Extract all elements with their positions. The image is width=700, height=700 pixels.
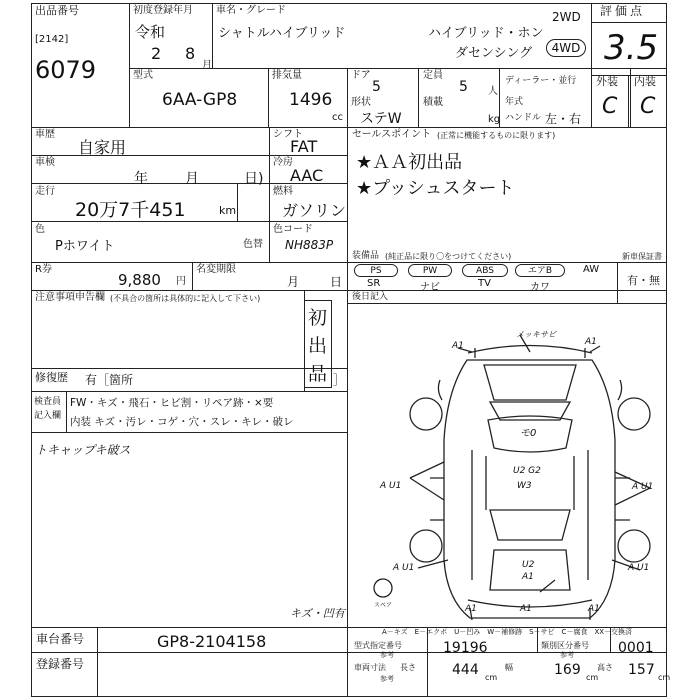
title-deadline-day: 日 xyxy=(330,275,343,289)
car-name: シャトルハイブリッド xyxy=(218,26,346,41)
aircon-value: AAC xyxy=(290,166,324,185)
equip-sr: SR xyxy=(367,278,381,289)
width-label: 幅 xyxy=(505,663,513,672)
repair-bracket: ］ xyxy=(333,373,346,387)
interior-score: C xyxy=(640,94,656,119)
sales-points-note: (正常に機能するものに限ります) xyxy=(437,131,556,140)
year-type-label: 年式 xyxy=(505,97,524,107)
fuel-value: ガソリン xyxy=(282,201,347,220)
history-value: 自家用 xyxy=(78,138,127,157)
mark-rear-1: U2 xyxy=(522,560,535,570)
equip-abs: ABS xyxy=(462,264,508,277)
color-change-label: 色替 xyxy=(243,239,263,250)
shift-label: シフト xyxy=(273,129,303,140)
capacity-value: 5 xyxy=(459,79,468,95)
title-deadline-month: 月 xyxy=(287,275,300,289)
capacity-label: 定員 xyxy=(423,70,443,81)
car-grade-2: ダセンシング xyxy=(455,46,533,61)
designation-ref: 参考 xyxy=(380,651,394,659)
inspection-day: 日) xyxy=(244,171,264,187)
mark-rear-2: A1 xyxy=(522,572,534,582)
mark-top-note: メッキサビ xyxy=(516,330,556,339)
displacement-value: 1496 xyxy=(289,90,333,110)
dimensions-label: 車両寸法 xyxy=(354,663,386,672)
first-listing-stamp xyxy=(304,300,332,388)
chassis-label: 車台番号 xyxy=(36,632,85,646)
history-label: 車歴 xyxy=(35,129,55,140)
stamp-char-2: 出 xyxy=(308,335,328,357)
color-label: 色 xyxy=(35,224,45,235)
mark-left-mid: A U1 xyxy=(380,481,402,491)
model-value: 6AA-GP8 xyxy=(162,90,238,110)
height-unit: cm xyxy=(658,673,671,682)
sheet-frame xyxy=(31,3,667,696)
mark-center-2: W3 xyxy=(517,481,532,491)
notes-label: 注意事項申告欄 xyxy=(35,292,105,303)
designation-label: 型式指定番号 xyxy=(354,641,402,650)
height-label: 高さ xyxy=(597,663,613,672)
registration-month: 8 xyxy=(185,44,196,63)
mark-right-mid: A U1 xyxy=(632,482,654,492)
steering-label: ハンドル xyxy=(505,113,542,123)
score-value: 3.5 xyxy=(604,28,659,68)
class-value: 0001 xyxy=(618,640,654,656)
mark-bottom-right-2: A1 xyxy=(588,604,600,614)
handwritten-note-left: トキャップキ破ス xyxy=(35,443,131,457)
equip-pw: PW xyxy=(408,264,452,277)
color-code: NH883P xyxy=(285,238,334,252)
exterior-score: C xyxy=(602,94,618,119)
recycle-unit: 円 xyxy=(176,276,186,287)
sales-point-2: ★プッシュスタート xyxy=(356,178,515,199)
mark-right-low: A U1 xyxy=(628,563,650,573)
mark-center-1: U2 G2 xyxy=(513,466,541,476)
mileage-value: 20万7千451 xyxy=(75,199,186,221)
registration-label: 初度登録年月 xyxy=(133,5,193,16)
notes-hint: (不具合の箇所は具体的に記入して下さい) xyxy=(110,294,261,303)
repair-value: 有［箇所 xyxy=(85,373,134,387)
lot-code: [2142] xyxy=(35,34,69,45)
exterior-label: 外装 xyxy=(596,75,618,88)
inspection-month: 月 xyxy=(185,171,199,187)
length-value: 444 xyxy=(452,662,479,678)
car-name-label: 車名・グレード xyxy=(216,5,286,16)
drive-4wd: 4WD xyxy=(546,39,586,57)
mark-left-low: A U1 xyxy=(393,563,415,573)
registration-year: 2 xyxy=(151,44,162,63)
mark-bottom-left: A1 xyxy=(465,604,477,614)
capacity-unit: 人 xyxy=(488,86,498,97)
equip-navi: ナビ xyxy=(420,282,440,293)
interior-label: 内装 xyxy=(634,75,656,88)
score-label: 評価点 xyxy=(600,4,646,18)
mark-roof: モ0 xyxy=(520,428,537,439)
shift-value: FAT xyxy=(290,137,318,156)
title-deadline-label: 名変期限 xyxy=(196,264,236,275)
dimensions-ref: 参考 xyxy=(380,675,394,683)
length-unit: cm xyxy=(485,673,498,682)
dealer-label: ディーラー・並行 xyxy=(505,76,577,86)
displacement-unit: cc xyxy=(332,112,343,123)
shape-value: ステW xyxy=(360,111,402,127)
repair-label: 修復歴 xyxy=(35,371,68,384)
fuel-label: 燃料 xyxy=(273,186,293,197)
designation-value: 19196 xyxy=(443,640,488,656)
mark-top-left: A1 xyxy=(452,341,464,351)
equip-tv: TV xyxy=(478,278,491,289)
mileage-unit: km xyxy=(219,204,237,217)
stamp-char-1: 初 xyxy=(308,307,328,329)
shape-label: 形状 xyxy=(351,97,371,108)
lot-number: 6079 xyxy=(35,56,97,84)
color-code-label: 色コード xyxy=(273,224,313,235)
width-value: 169 xyxy=(554,662,581,678)
car-grade-1: ハイブリッド・ホン xyxy=(428,26,544,41)
height-value: 157 xyxy=(628,662,655,678)
inspector-label-1: 検査員 xyxy=(34,397,62,407)
equip-leather: カワ xyxy=(530,282,550,293)
registration-era: 令和 xyxy=(135,23,166,41)
spare-label: スペア xyxy=(374,602,393,609)
length-label: 長さ xyxy=(400,663,416,672)
mileage-label: 走行 xyxy=(35,186,55,197)
recycle-value: 9,880 xyxy=(118,271,161,289)
equip-aw: AW xyxy=(583,264,600,275)
steering-value: 左・右 xyxy=(545,112,582,126)
equip-ps: PS xyxy=(354,264,398,277)
displacement-label: 排気量 xyxy=(272,70,302,81)
model-label: 型式 xyxy=(133,70,153,81)
load-unit: kg xyxy=(488,114,501,125)
width-unit: cm xyxy=(586,673,599,682)
equipment-note: (純正品に限り〇をつけてください) xyxy=(385,252,512,261)
doors-label: ドア xyxy=(351,70,371,81)
equip-airbag: エアB xyxy=(515,264,565,277)
inspector-interior: 内装 キズ・汚レ・コゲ・穴・スレ・キレ・破レ xyxy=(70,416,294,428)
load-label: 積載 xyxy=(423,97,443,108)
chassis-value: GP8-2104158 xyxy=(157,632,267,651)
mark-top-right: A1 xyxy=(585,337,597,347)
inspector-fw: FW・キズ・飛石・ヒビ割・リペア跡・×要 xyxy=(70,397,274,409)
warranty-label: 新車保証書 xyxy=(622,252,662,261)
drive-2wd: 2WD xyxy=(552,10,581,24)
mark-bottom-right: A1 xyxy=(520,604,532,614)
recycle-label: R券 xyxy=(35,264,52,275)
registration-number-label: 登録番号 xyxy=(36,657,85,671)
color-value: Pホワイト xyxy=(55,239,115,254)
class-ref: 参考 xyxy=(560,651,574,659)
inspector-label-2: 記入欄 xyxy=(34,411,62,421)
inspection-year: 年 xyxy=(134,171,148,187)
handwritten-note-bottom: キズ・凹有 xyxy=(290,607,345,620)
warranty-value: 有・無 xyxy=(627,274,660,287)
sales-points-label: セールスポイント xyxy=(352,129,432,140)
damage-legend: A－キズ E－エクボ U－凹み W－補修跡 S－サビ C－腐食 XX－交換済 xyxy=(382,628,633,636)
class-label: 類別区分番号 xyxy=(541,641,589,650)
registration-month-unit: 月 xyxy=(202,60,212,71)
equipment-label: 装備品 xyxy=(352,251,380,261)
aircon-label: 冷房 xyxy=(273,157,293,168)
sales-point-1: ★ＡＡ初出品 xyxy=(356,152,463,173)
doors-value: 5 xyxy=(372,79,381,95)
lot-label: 出品番号 xyxy=(35,4,79,17)
rear-label: 後日記入 xyxy=(352,292,389,302)
inspection-label: 車検 xyxy=(35,157,55,168)
stamp-char-3: 品 xyxy=(308,363,328,385)
